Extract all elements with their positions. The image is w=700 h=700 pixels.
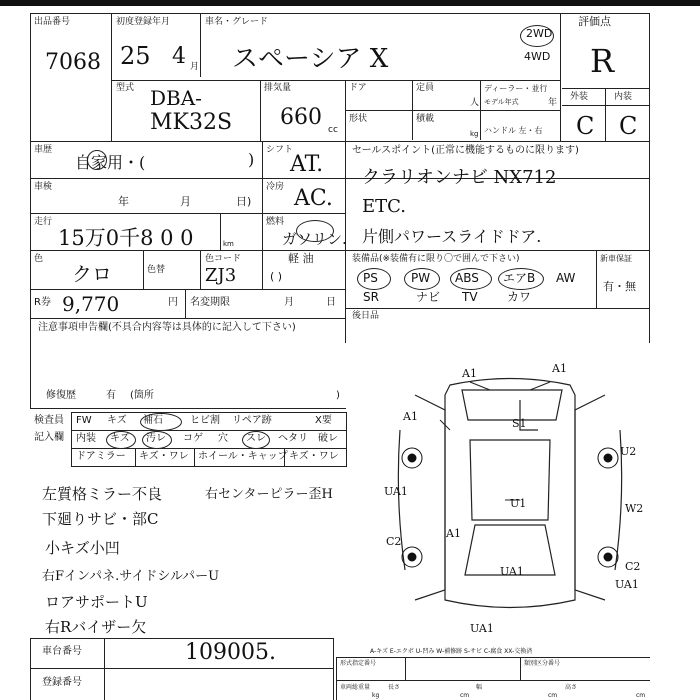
insp-scratch: キズ [107,415,127,426]
name-change-label: 名変期限 [190,297,230,308]
color-code: ZJ3 [205,265,237,286]
model-line1: DBA- [150,86,202,110]
mileage-label: 走行 [34,217,53,227]
equip-airbag: エアB [503,271,536,285]
name-change-day: 日 [326,297,336,308]
type-designation-label: 形式指定番号 [340,660,377,667]
load-label: 積載 [416,114,435,124]
door-mirror-damage: キズ・ワレ [139,451,189,462]
weight-unit: kg [372,692,380,699]
dealer-label: ディーラー・並行 [484,84,548,93]
repaint-label: 色替 [147,265,166,275]
remark-4: 小キズ小凹 [45,539,120,557]
mark-u1-roof: U1 [510,497,527,510]
usage: 自家用・( [75,153,146,172]
equip-sr: SR [363,290,379,304]
year-unit: 年 [548,98,558,108]
mark-ua1-left: UA1 [384,485,408,498]
door-mirror-label: ドアミラー [76,451,126,462]
reg-month: 4 [172,44,186,69]
equip-leather: カワ [507,290,532,304]
reg-label: 初度登録年月 [116,17,171,27]
handle-label: ハンドル 左・右 [484,126,543,135]
color-code-label: 色コード [205,254,242,264]
int-scratch: キズ [110,433,130,444]
sales-point-3: 片側パワースライドドア. [362,227,542,246]
int-rub: スレ [246,433,266,444]
recycle-yen: 円 [168,297,178,308]
door-label: ドア [349,83,367,93]
remark-1: 左質格ミラー不良 [42,485,163,503]
repair-label: 修復歴 [46,390,76,401]
fuel: ガソリン. [282,230,347,248]
inspection-day: 日) [236,195,252,208]
mark-a1-front-left: A1 [462,367,477,380]
equip-aw: AW [556,271,576,285]
category-label: 類別区分番号 [524,660,561,667]
gross-weight-label: 車両総重量 [340,684,371,691]
sales-point-2: ETC. [362,196,406,217]
exterior-label: 外装 [570,92,589,102]
remark-3: 下廻りサビ・部C [42,510,159,528]
sales-point-1: クラリオンナビ NX712 [362,167,557,188]
insp-fw: FW [76,415,92,426]
repair-place: (箇所 [130,390,154,401]
mark-c2-right: C2 [625,560,641,573]
mark-ua1-right: UA1 [615,578,639,591]
repair-close: ) [336,390,340,401]
interior-label: 内装 [614,92,633,102]
int-burn: コゲ [183,433,203,444]
inspector-label: 検査員 [34,415,64,426]
mark-ua1-bottom: UA1 [470,622,494,635]
lot-no-label: 出品番号 [34,17,71,27]
width-unit: cm [548,692,558,699]
ac: AC. [294,186,333,211]
displacement: 660 [280,105,322,130]
diesel-label: 軽 油 [288,252,314,265]
displacement-label: 排気量 [264,83,292,93]
model-line2: MK32S [150,110,233,135]
insp-stone: 補石 [143,415,163,426]
score-label: 評価点 [578,15,611,28]
warranty: 有・無 [603,280,636,293]
fuel-label: 燃料 [266,217,285,227]
equip-abs: ABS [455,271,479,285]
color: クロ [72,262,112,286]
equip-tv: TV [462,290,478,304]
wheel-cap-label: ホイール・キャップ [198,451,288,462]
color-label: 色 [34,254,44,264]
mark-u2: U2 [620,445,637,458]
new-car-label: 新車保証 [600,254,632,263]
remark-5: 右Fインパネ.サイドシルパーU [42,569,220,584]
diesel-paren: ( ) [270,270,283,283]
capacity-label: 定員 [416,83,435,93]
legend: A-キズ E-エクボ U-凹み W-補修跡 S-サビ C-腐食 XX-交換済 [370,648,533,655]
exterior-score: C [576,112,595,140]
drive-4wd: 4WD [524,50,551,63]
name-change-month: 月 [284,297,294,308]
int-interior: 内装 [76,433,96,444]
reg-no-label: 登録番号 [42,677,82,688]
mileage: 15万0千8 0 0 [58,226,194,250]
entry-label: 記入欄 [34,432,64,443]
length-unit: cm [460,692,470,699]
interior-score: C [619,112,638,140]
load-unit: kg [470,130,479,138]
car-name: スペーシア X [232,44,389,74]
insp-crack: ヒビ割 [190,415,220,426]
equip-navi: ナビ [416,290,441,304]
recycle-label: R券 [34,297,51,308]
equip-ps: PS [363,271,378,285]
usage-close: ) [248,150,255,169]
frame-no-label: 車台番号 [42,646,82,657]
inspection-label: 車検 [34,182,53,192]
insp-repair-mark: リペア跡 [232,415,272,426]
int-hole: 穴 [218,433,228,444]
km-unit: km [223,240,234,248]
lot-no: 7068 [45,50,101,75]
reg-year: 25 [120,42,151,70]
mark-w2: W2 [625,502,644,515]
reg-month-unit: 月 [190,62,200,72]
height-label: 高さ [565,684,578,691]
sales-label: セールスポイント(正常に機能するものに限ります) [352,145,579,156]
frame-no: 109005. [185,640,276,665]
ac-label: 冷房 [266,182,285,192]
drive-2wd: 2WD [526,27,553,40]
cc-unit: cc [328,125,338,135]
int-tear: 破レ [318,433,338,444]
height-unit: cm [636,692,646,699]
mark-a1-door: A1 [446,527,461,540]
repair-value: 有 [106,390,116,401]
int-dirt: 汚レ [146,433,166,444]
score: R [590,42,615,80]
usage-label: 車歴 [34,145,53,155]
wheel-cap-damage: キズ・ワレ [289,451,339,462]
remark-7: 右Rバイザー欠 [45,618,147,636]
mark-a1-front-right: A1 [552,362,567,375]
length-label: 長さ [388,684,401,691]
remark-2: 右センターピラー歪H [205,487,333,502]
width-label: 幅 [476,684,483,691]
name-label: 車名・グレード [205,17,269,27]
shift-label: シフト [266,145,294,155]
int-sag: ヘタリ [278,433,308,444]
model-year-label: モデル年式 [484,98,519,106]
shift: AT. [290,152,324,177]
recycle-value: 9,770 [62,292,120,316]
equip-pw: PW [411,271,431,285]
notes-label: 注意事項申告欄(不具合内容等は具体的に記入して下さい) [38,322,296,333]
mark-a1-left-fender: A1 [403,410,418,423]
capacity-unit: 人 [470,98,480,108]
model-label: 型式 [116,83,135,93]
mark-ua1-rear: UA1 [500,565,524,578]
insp-x: X要 [315,415,332,426]
mark-c2-left: C2 [386,535,402,548]
after-label: 後日品 [352,311,380,321]
remark-6: ロアサポートU [45,593,148,611]
inspection-month: 月 [180,195,191,208]
shape-label: 形状 [349,114,368,124]
mark-s1-hood: S1 [512,417,527,430]
inspection-year: 年 [118,195,129,208]
equipment-label: 装備品(※装備有に限り〇で囲んで下さい) [352,254,520,264]
